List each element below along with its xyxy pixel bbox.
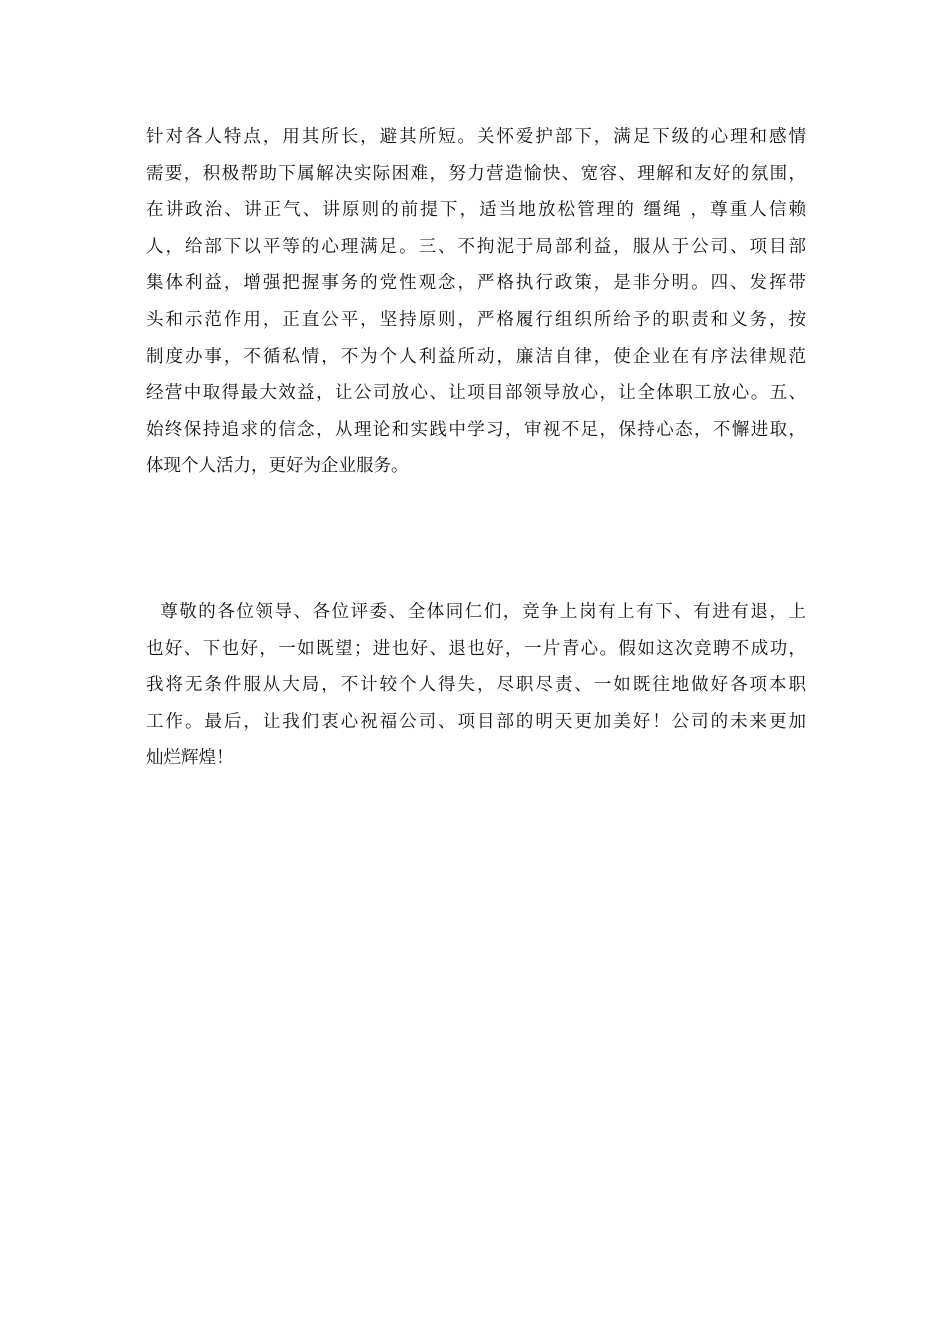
text-line: 集体利益，增强把握事务的党性观念，严格执行政策，是非分明。四、发挥带 [146, 273, 806, 294]
text-line: 制度办事，不循私情，不为个人利益所动，廉洁自律，使企业在有序法律规范 [146, 346, 806, 367]
text-line: 体现个人活力，更好为企业服务。 [146, 456, 409, 477]
text-line: 头和示范作用，正直公平，坚持原则，严格履行组织所给予的职责和义务，按 [146, 309, 806, 330]
text-line: 灿烂辉煌！ [146, 748, 234, 769]
text-line: 工作。最后，让我们衷心祝福公司、项目部的明天更加美好！公司的未来更加 [146, 711, 806, 732]
text-line: 始终保持追求的信念，从理论和实践中学习，审视不足，保持心态，不懈进取， [146, 419, 806, 440]
text-line: 需要，积极帮助下属解决实际困难，努力营造愉快、宽容、理解和友好的氛围， [146, 163, 806, 184]
text-line: 人，给部下以平等的心理满足。三、不拘泥于局部利益，服从于公司、项目部 [146, 236, 806, 257]
closing-paragraph [146, 594, 806, 777]
body-paragraph [146, 119, 806, 485]
text-line: 经营中取得最大效益，让公司放心、让项目部领导放心，让全体职工放心。五、 [146, 383, 806, 404]
text-line: 针对各人特点，用其所长，避其所短。关怀爱护部下，满足下级的心理和感情 [146, 127, 806, 147]
text-line: 我将无条件服从大局，不计较个人得失，尽职尽责、一如既往地做好各项本职 [146, 675, 806, 696]
text-line: 在讲政治、讲正气、讲原则的前提下，适当地放松管理的 缰绳 ，尊重人信赖 [146, 200, 806, 221]
text-line: 也好、下也好，一如既望；进也好、退也好，一片青心。假如这次竞聘不成功， [146, 638, 806, 659]
text-line: 尊敬的各位领导、各位评委、全体同仁们，竞争上岗有上有下、有进有退，上 [146, 602, 806, 622]
